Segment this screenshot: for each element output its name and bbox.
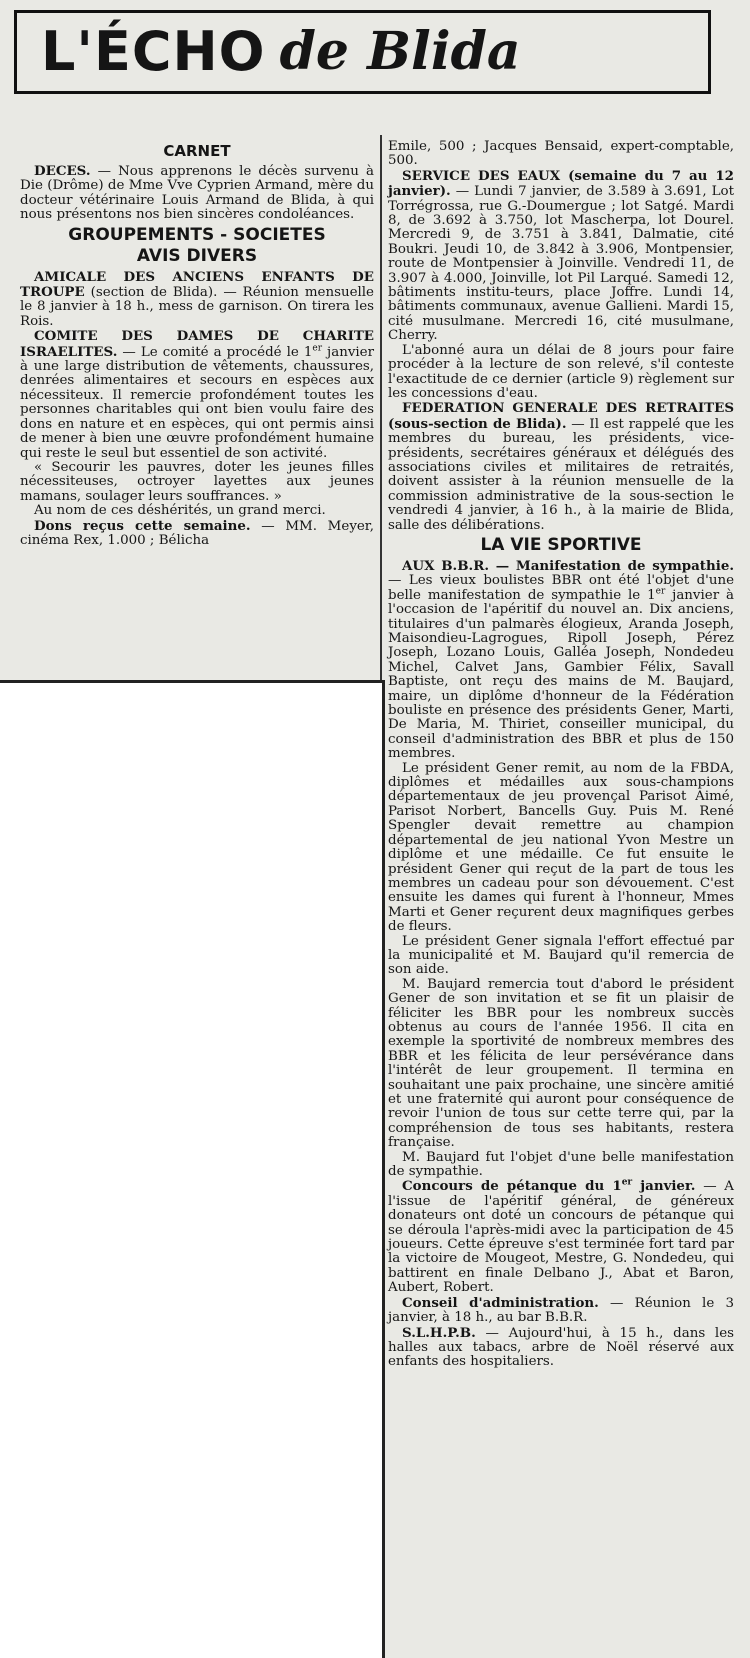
federation-lead: FEDERATION GENERALE DES RETRAITES (sous-section de Blida).	[388, 400, 734, 432]
deces-lead: DECES.	[34, 163, 91, 179]
continuation-paragraph: Emile, 500 ; Jacques Bensaid, expert-comptable, 500.	[388, 139, 734, 169]
blank-area	[0, 680, 385, 1658]
abonne-paragraph: L'abonné aura un délai de 8 jours pour faire procéder à la lecture de son relevé, s'il conteste l'exactitude de ce dernier (article 9) règlement sur les concessions d'eau.	[388, 342, 734, 401]
conseil-text: — Réunion le 3 janvier, à 18 h., au bar B.B.R.	[388, 1295, 734, 1326]
eaux-lead: SERVICE DES EAUX (semaine du 7 au 12 janvier).	[388, 167, 734, 200]
bbr-text-2: janvier à l'occasion de l'apéritif du nouvel an. Dix anciens, titulaires d'un palmarès élogieux, Aranda Joseph, Maisondieu-Lagrogues, Ripoll Joseph, Pérez Joseph, Lozano Louis, Galléa Joseph, Nondedeu Michel, Calvet Jans, Gambier Félix, Savall Baptiste, ont reçu des mains de M. Baujard, maire, un diplôme d'honneur de la Fédération bouliste en présence des présidents Gener, Marti, De Maria, M. Thiriet, conseiller municipal, du conseil d'administration des BBR et plus de 150 membres.	[388, 587, 734, 762]
masthead-title: L'ÉCHO	[41, 20, 266, 83]
left-column	[20, 140, 374, 548]
eaux-text: — Lundi 7 janvier, de 3.589 à 3.691, Lot Torrégrossa, rue G.-Doumergue ; lot Satgé. Mardi 8, de 3.692 à 3.750, lot Mascherpa, lot Dourel. Mercredi 9, de 3.751 à 3.841, Dalmatie, cité Boukri. Jeudi 10, de 3.842 à 3.906, Montpensier, route de Montpensier à Joinville. Vendredi 11, de 3.907 à 4.000, Joinville, lot Pil Larqué. Samedi 12, bâtiments institu-teurs, place Joffre. Lundi 14, bâtiments communaux, avenue Gallieni. Mardi 15, cité musulmane. Mercredi 16, cité musulmane, Cherry.	[388, 184, 734, 344]
deces-text: — Nous apprenons le décès survenu à Die (Drôme) de Mme Vve Cyprien Armand, mère du docteur vétérinaire Louis Armand de Blida, à qui nous présentons nos bien sincères condoléances.	[20, 164, 374, 223]
comite-text-2: janvier à une large distribution de vêtements, chaussures, denrées alimentaires et secours en espèces aux nécessiteux. Il remercie profondément toutes les personnes charitables qui ont bien voulu faire des dons en nature et en espèces, qui ont permis ainsi de mener à bien une œuvre profondément humaine qui reste le seul but essentiel de son activité.	[20, 344, 374, 461]
right-column	[388, 140, 734, 1370]
sport-heading: LA VIE SPORTIVE	[480, 534, 642, 555]
remercia-paragraph: M. Baujard remercia tout d'abord le président Gener de son invitation et se fit un plaisir de féliciter les BBR pour les nombreux succès obtenus au cours de l'année 1956. Il cita en exemple la sportivité de nombreux membres des BBR et les félicita de leur persévérance dans l'intérêt de leur groupement. Il termina en souhaitant une paix prochaine, une sincère amitié et une fraternité qui auront pour conséquence de revoir l'union de tous sur cette terre qui, par la compréhension de tous ses habitants, restera française.	[388, 976, 734, 1151]
dons-text: — MM. Meyer, cinéma Rex, 1.000 ; Bélicha	[20, 518, 374, 548]
comite-paragraph	[20, 329, 374, 461]
bbr-lead: AUX B.B.R. — Manifestation de sympathie.	[402, 557, 734, 574]
dons-lead: Dons reçus cette semaine.	[34, 517, 251, 534]
federation-paragraph	[388, 401, 734, 533]
masthead-title-script: de Blida	[279, 21, 521, 82]
bbr-text-1: — Les vieux boulistes BBR ont été l'objet d'une belle manifestation de sympathie le 1	[388, 573, 734, 603]
deces-paragraph	[20, 164, 374, 223]
concours-sup: er	[621, 1177, 633, 1188]
masthead	[14, 10, 711, 94]
nom-paragraph: Au nom de ces déshérités, un grand merci.	[34, 503, 326, 519]
concours-lead	[402, 1178, 695, 1194]
conseil-lead: Conseil d'administration.	[402, 1294, 599, 1311]
objet-paragraph: M. Baujard fut l'objet d'une belle manifestation de sympathie.	[388, 1149, 734, 1180]
signala-paragraph: Le président Gener signala l'effort effectué par la municipalité et M. Baujard qu'il remercia de son aide.	[388, 933, 734, 978]
slhpb-text: — Aujourd'hui, à 15 h., dans les halles aux tabacs, arbre de Noël réservé aux enfants des hospitaliers.	[388, 1325, 734, 1370]
gener-paragraph: Le président Gener remit, au nom de la FBDA, diplômes et médailles aux sous-champions départementaux de jeu provençal Parisot Aimé, Parisot Norbert, Bancells Guy. Puis M. René Spengler devait remettre au champion départemental de jeu national Yvon Mestre un diplôme et une médaille. Ce fut ensuite le président Gener qui reçut de la part de tous les membres un cadeau pour son dévouement. C'est ensuite les dames qui furent à l'honneur, Mmes Marti et Gener reçurent deux magnifiques gerbes de fleurs.	[388, 760, 734, 935]
comite-text-1: — Le comité a procédé le 1	[122, 344, 313, 360]
eaux-paragraph	[388, 169, 734, 344]
quote-paragraph: « Secourir les pauvres, doter les jeunes filles nécessiteuses, octroyer layettes aux jeunes mamans, soulager leurs souffrances. »	[20, 459, 374, 504]
concours-text: — A l'issue de l'apéritif général, de généreux donateurs ont doté un concours de pétanque qui se déroula l'après-midi avec la participation de 45 joueurs. Cette épreuve s'est terminée fort tard par la victoire de Mougeot, Mestre, G. Nondedeu, qui battirent en finale Delbano J., Abat et Baron, Aubert, Robert.	[388, 1179, 734, 1296]
amicale-text: (section de Blida). — Réunion mensuelle le 8 janvier à 18 h., mess de garnison. On tirera les Rois.	[20, 285, 374, 329]
groupements-heading-line1: GROUPEMENTS - SOCIETES	[68, 224, 326, 245]
bbr-sup: er	[655, 586, 666, 597]
amicale-lead: AMICALE DES ANCIENS ENFANTS DE TROUPE	[20, 268, 374, 301]
comite-lead: COMITE DES DAMES DE CHARITE ISRAELITES.	[20, 328, 374, 360]
slhpb-paragraph	[388, 1326, 734, 1370]
concours-paragraph	[388, 1179, 734, 1295]
carnet-heading: CARNET	[163, 142, 231, 160]
dons-paragraph	[20, 519, 374, 549]
comite-sup: er	[312, 343, 323, 354]
concours-lead-1: Concours de pétanque du 1	[402, 1178, 622, 1195]
groupements-heading	[20, 225, 374, 267]
concours-lead-2: janvier.	[632, 1178, 696, 1195]
federation-text: — Il est rappelé que les membres du bureau, les présidents, vice-présidents, secrétaires généraux et délégués des associations civiles et militaires de retraités, doivent assister à la réunion mensuelle de la commission administrative de la sous-section le vendredi 4 janvier, à 16 h., à la mairie de Blida, salle des délibérations.	[388, 416, 734, 533]
bbr-paragraph	[388, 559, 734, 762]
column-rule	[380, 135, 382, 680]
slhpb-lead: S.L.H.P.B.	[402, 1324, 476, 1341]
conseil-paragraph	[388, 1296, 734, 1326]
amicale-paragraph	[20, 270, 374, 330]
groupements-heading-line2: AVIS DIVERS	[136, 245, 258, 266]
